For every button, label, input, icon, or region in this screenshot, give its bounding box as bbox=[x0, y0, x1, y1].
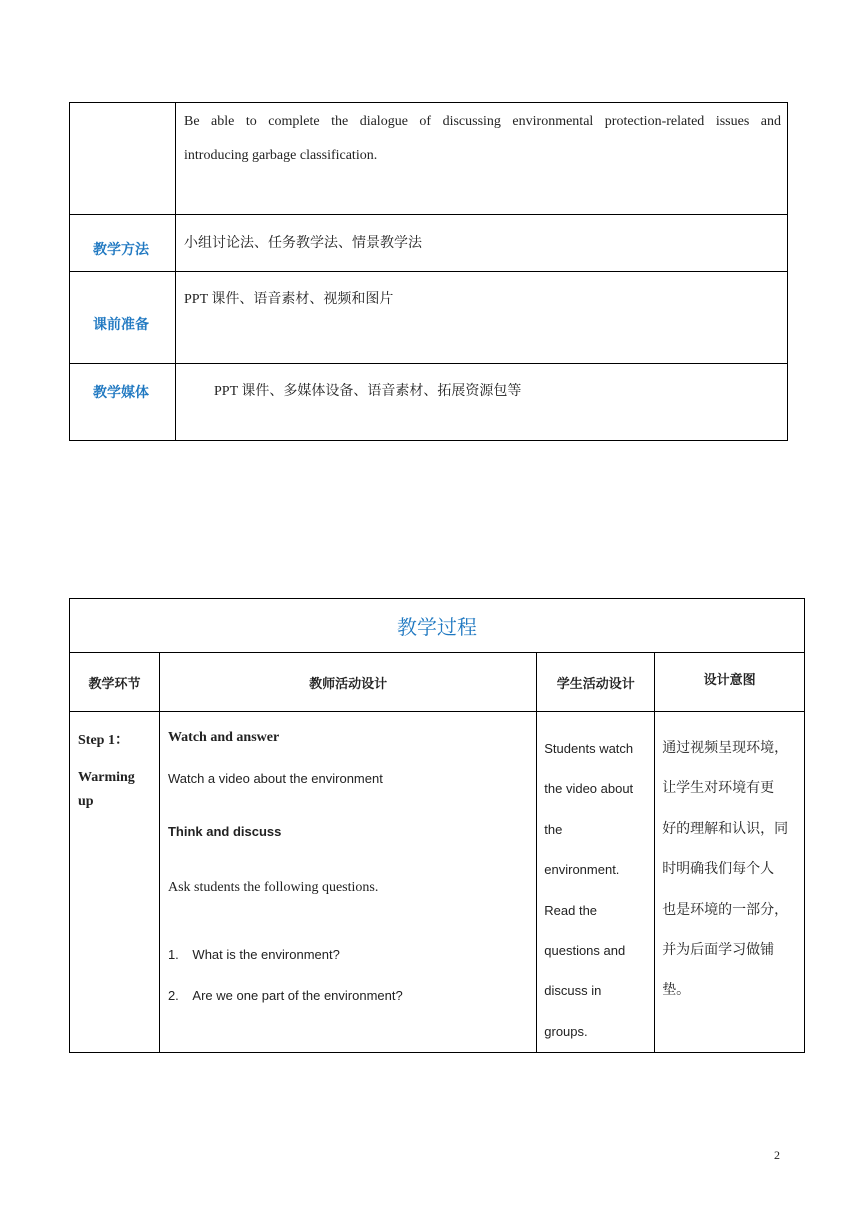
step1-teacher-cell bbox=[159, 712, 536, 1053]
step1-stage-cell bbox=[70, 712, 160, 1053]
student-line: the bbox=[544, 821, 563, 837]
course-info-table bbox=[69, 102, 788, 441]
media-value-cell bbox=[176, 364, 788, 441]
methods-label-cell bbox=[70, 215, 176, 272]
header-student: 学生活动设计 bbox=[537, 653, 655, 712]
process-title: 教学过程 bbox=[397, 615, 477, 639]
step1-stage-line2: Warming bbox=[78, 770, 135, 785]
page-number: 2 bbox=[774, 1148, 780, 1162]
student-line: Read the bbox=[544, 902, 598, 918]
header-intent bbox=[655, 653, 805, 712]
intent-line: 时明确我们每个人 bbox=[662, 862, 775, 878]
objective-cell bbox=[176, 103, 788, 215]
header-stage: 教学环节 bbox=[70, 653, 160, 712]
header-intent-label: 设计意图 bbox=[703, 673, 756, 688]
question-1-num: 1. bbox=[167, 947, 179, 962]
teacher-line-watch: Watch a video about the environment bbox=[167, 771, 383, 786]
methods-value: 小组讨论法、任务教学法、情景教学法 bbox=[184, 236, 422, 251]
teacher-heading-think: Think and discuss bbox=[167, 824, 282, 839]
question-2 bbox=[168, 988, 403, 1003]
student-line: environment. bbox=[544, 862, 620, 878]
objective-line-2: introducing garbage classification. bbox=[184, 148, 378, 163]
preparation-label-cell bbox=[70, 272, 176, 364]
question-1-text: What is the environment? bbox=[192, 947, 340, 962]
step1-student-cell bbox=[537, 712, 655, 1053]
intent-line: 垫。 bbox=[662, 983, 691, 999]
step1-intent-cell bbox=[655, 712, 805, 1053]
preparation-value: PPT 课件、语音素材、视频和图片 bbox=[184, 292, 394, 307]
step1-stage-line1: Step 1： bbox=[78, 733, 129, 748]
preparation-label: 课前准备 bbox=[93, 317, 149, 333]
student-line: the video about bbox=[544, 781, 634, 797]
objective-label-cell bbox=[70, 103, 176, 215]
student-line: groups. bbox=[544, 1023, 588, 1039]
methods-label: 教学方法 bbox=[93, 242, 149, 258]
methods-value-cell bbox=[176, 215, 788, 272]
objective-line-1: Be able to complete the dialogue of discussing environmental protection-related issues and bbox=[184, 114, 781, 129]
question-2-num: 2. bbox=[167, 988, 179, 1003]
intent-line: 通过视频呈现环境， bbox=[662, 741, 789, 756]
media-label: 教学媒体 bbox=[93, 385, 149, 401]
intent-line: 好的理解和认识，同 bbox=[662, 821, 789, 837]
preparation-value-cell bbox=[176, 272, 788, 364]
header-teacher: 教师活动设计 bbox=[159, 653, 536, 712]
intent-line: 也是环境的一部分， bbox=[662, 902, 789, 918]
step1-stage-line3: up bbox=[78, 794, 94, 809]
student-line: Students watch bbox=[544, 741, 634, 756]
teacher-heading-watch: Watch and answer bbox=[167, 730, 280, 745]
teacher-line-ask: Ask students the following questions. bbox=[167, 880, 379, 895]
question-2-text: Are we one part of the environment? bbox=[192, 988, 403, 1003]
student-line: discuss in bbox=[544, 983, 602, 999]
process-title-cell bbox=[70, 599, 805, 653]
teaching-process-table bbox=[69, 598, 805, 1053]
media-label-cell bbox=[70, 364, 176, 441]
media-value: PPT 课件、多媒体设备、语音素材、拓展资源包等 bbox=[214, 384, 522, 399]
student-line: questions and bbox=[544, 943, 626, 959]
question-1 bbox=[168, 947, 340, 962]
intent-line: 让学生对环境有更 bbox=[662, 781, 775, 797]
intent-line: 并为后面学习做铺 bbox=[662, 943, 775, 959]
